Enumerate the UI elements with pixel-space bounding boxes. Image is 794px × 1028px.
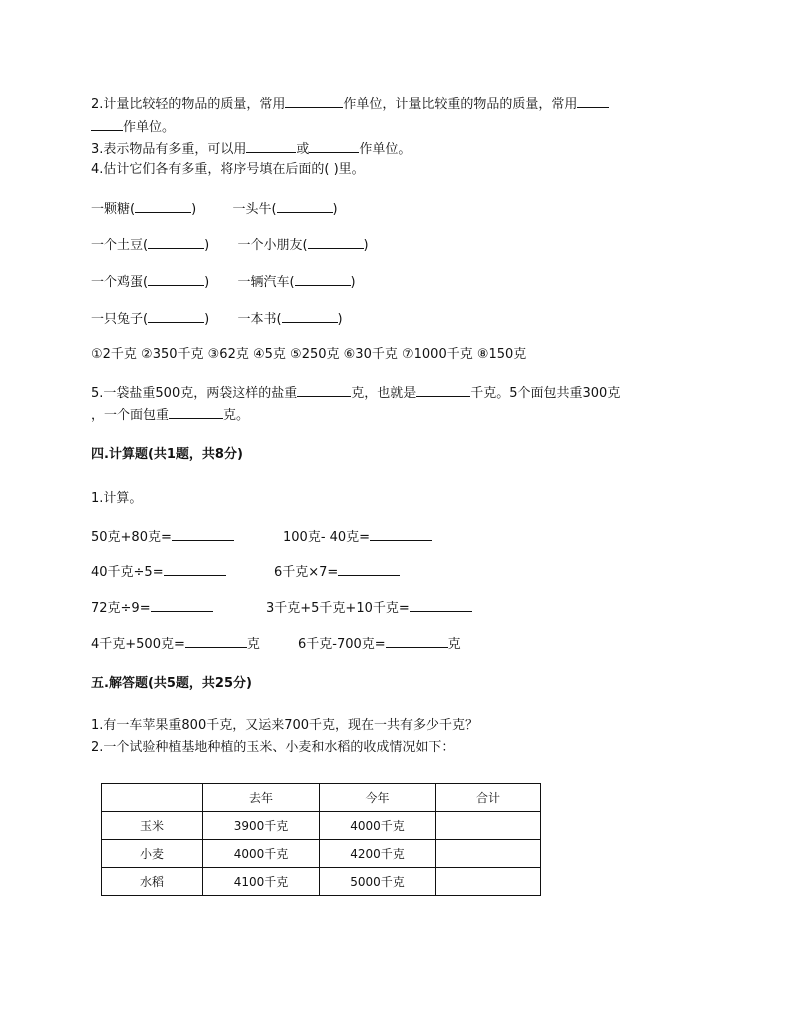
blank-heavy-unit[interactable]: [577, 94, 609, 108]
calc-row-3: [91, 598, 213, 618]
item-rabbit: 一只兔子: [91, 312, 144, 327]
question-5-text-end: 千克。5个面包共重300克: [470, 386, 621, 401]
section-4-heading: 四.计算题(共1题，共8分): [91, 447, 243, 462]
estimate-row-3: 一个鸡蛋( ) 一辆汽车( ): [91, 275, 356, 290]
item-candy: 一颗糖: [91, 202, 131, 217]
value-cell: 4200千克: [320, 840, 436, 868]
calc-row-3-right: [266, 598, 472, 618]
blank-heavy-unit-cont[interactable]: [91, 117, 123, 131]
item-child: 一个小朋友: [237, 238, 303, 253]
calc-row-4: [91, 634, 260, 654]
crop-cell: 小麦: [102, 840, 203, 868]
calc-expression: 40千克÷5=: [91, 565, 164, 580]
calc-expression: 6千克-700克=: [298, 637, 386, 652]
calc-expression: 50克+80克=: [91, 530, 172, 545]
header-cell: [102, 784, 203, 812]
blank-bread-weight[interactable]: [169, 405, 223, 419]
calc-answer[interactable]: [164, 562, 226, 576]
calc-row-2-right: [274, 562, 400, 582]
calc-expression: 100克- 40克=: [283, 530, 371, 545]
value-cell: 4000千克: [320, 812, 436, 840]
header-cell: 今年: [320, 784, 436, 812]
question-5-text-mid: 克，也就是: [351, 386, 417, 401]
answer-rabbit[interactable]: [148, 310, 204, 323]
question-2-text-mid: 作单位，计量比较重的物品的质量，常用: [343, 97, 578, 112]
unit-label: 克: [447, 637, 461, 652]
answer-candy[interactable]: [135, 200, 191, 213]
answer-egg[interactable]: [148, 273, 204, 286]
value-cell: 3900千克: [203, 812, 320, 840]
estimate-row-1: 一颗糖( ) 一头牛( ): [91, 202, 338, 217]
question-5-text-2: ，一个面包重: [91, 408, 170, 423]
blank-grams[interactable]: [297, 383, 351, 397]
calc-answer[interactable]: [370, 527, 432, 541]
question-4: [91, 161, 365, 179]
calc-answer[interactable]: [386, 634, 448, 648]
calc-row-2: [91, 562, 226, 582]
question-3-text-end: 作单位。: [359, 142, 412, 157]
question-5-text: 5.一袋盐重500克，两袋这样的盐重: [91, 386, 298, 401]
blank-light-unit[interactable]: [285, 94, 343, 108]
calc-answer[interactable]: [410, 598, 472, 612]
calc-answer[interactable]: [185, 634, 247, 648]
header-cell: 合计: [436, 784, 541, 812]
question-5-line-1: [91, 383, 620, 403]
item-egg: 一个鸡蛋: [91, 275, 144, 290]
value-cell: 4000千克: [203, 840, 320, 868]
weight-options: ①2千克 ②350千克 ③62克 ④5克 ⑤250克 ⑥30千克 ⑦1000千克 ⑧150克: [91, 347, 527, 362]
question-2-line-1: [91, 94, 609, 114]
answer-book[interactable]: [282, 310, 338, 323]
total-cell[interactable]: [436, 812, 541, 840]
table-row: [102, 840, 541, 868]
header-cell: 去年: [203, 784, 320, 812]
answer-cow[interactable]: [277, 200, 333, 213]
value-cell: 5000千克: [320, 868, 436, 896]
section-5-heading: 五.解答题(共5题，共25分): [91, 676, 252, 691]
calc-row-1-right: [283, 527, 432, 547]
answer-car[interactable]: [295, 273, 351, 286]
question-3-or: 或: [296, 142, 310, 157]
calc-expression: 4千克+500克=: [91, 637, 185, 652]
calc-row-1: [91, 527, 234, 547]
question-5-line-2: [91, 405, 249, 425]
item-car: 一辆汽车: [237, 275, 290, 290]
options-list: [91, 346, 526, 364]
calc-answer[interactable]: [151, 598, 213, 612]
answer-potato[interactable]: [148, 236, 204, 249]
blank-unit-1[interactable]: [246, 139, 296, 153]
table-row: [102, 868, 541, 896]
answer-child[interactable]: [308, 236, 364, 249]
question-2-line-2: [91, 117, 175, 137]
item-book: 一本书: [237, 312, 277, 327]
harvest-table: [101, 783, 541, 896]
question-3-text: 3.表示物品有多重，可以用: [91, 142, 247, 157]
table-header-row: [102, 784, 541, 812]
unit-label: 克: [246, 637, 260, 652]
estimate-row-2: 一个土豆( ) 一个小朋友( ): [91, 238, 369, 253]
calc-row-4-right: [298, 634, 461, 654]
table-row: [102, 812, 541, 840]
crop-cell: 玉米: [102, 812, 203, 840]
problem-1: 1.有一车苹果重800千克，又运来700千克，现在一共有多少千克？: [91, 718, 479, 733]
calc-expression: 3千克+5千克+10千克=: [266, 601, 410, 616]
item-cow: 一头牛: [232, 202, 272, 217]
question-2-text: 2.计量比较轻的物品的质量，常用: [91, 97, 286, 112]
total-cell[interactable]: [436, 868, 541, 896]
calc-answer[interactable]: [338, 562, 400, 576]
value-cell: 4100千克: [203, 868, 320, 896]
item-potato: 一个土豆: [91, 238, 144, 253]
estimate-row-4: 一只兔子( ) 一本书( ): [91, 312, 343, 327]
question-4-text: 4.估计它们各有多重，将序号填在后面的( )里。: [91, 162, 365, 177]
calc-title: 1.计算。: [91, 491, 143, 506]
crop-cell: 水稻: [102, 868, 203, 896]
calc-expression: 6千克×7=: [274, 565, 339, 580]
question-3: [91, 139, 411, 159]
problem-2: 2.一个试验种植基地种植的玉米、小麦和水稻的收成情况如下：: [91, 740, 455, 755]
calc-answer[interactable]: [172, 527, 234, 541]
question-5-text-2-end: 克。: [223, 408, 250, 423]
blank-kilograms[interactable]: [416, 383, 470, 397]
blank-unit-2[interactable]: [309, 139, 359, 153]
total-cell[interactable]: [436, 840, 541, 868]
question-2-text-end: 作单位。: [123, 120, 176, 135]
calc-expression: 72克÷9=: [91, 601, 151, 616]
